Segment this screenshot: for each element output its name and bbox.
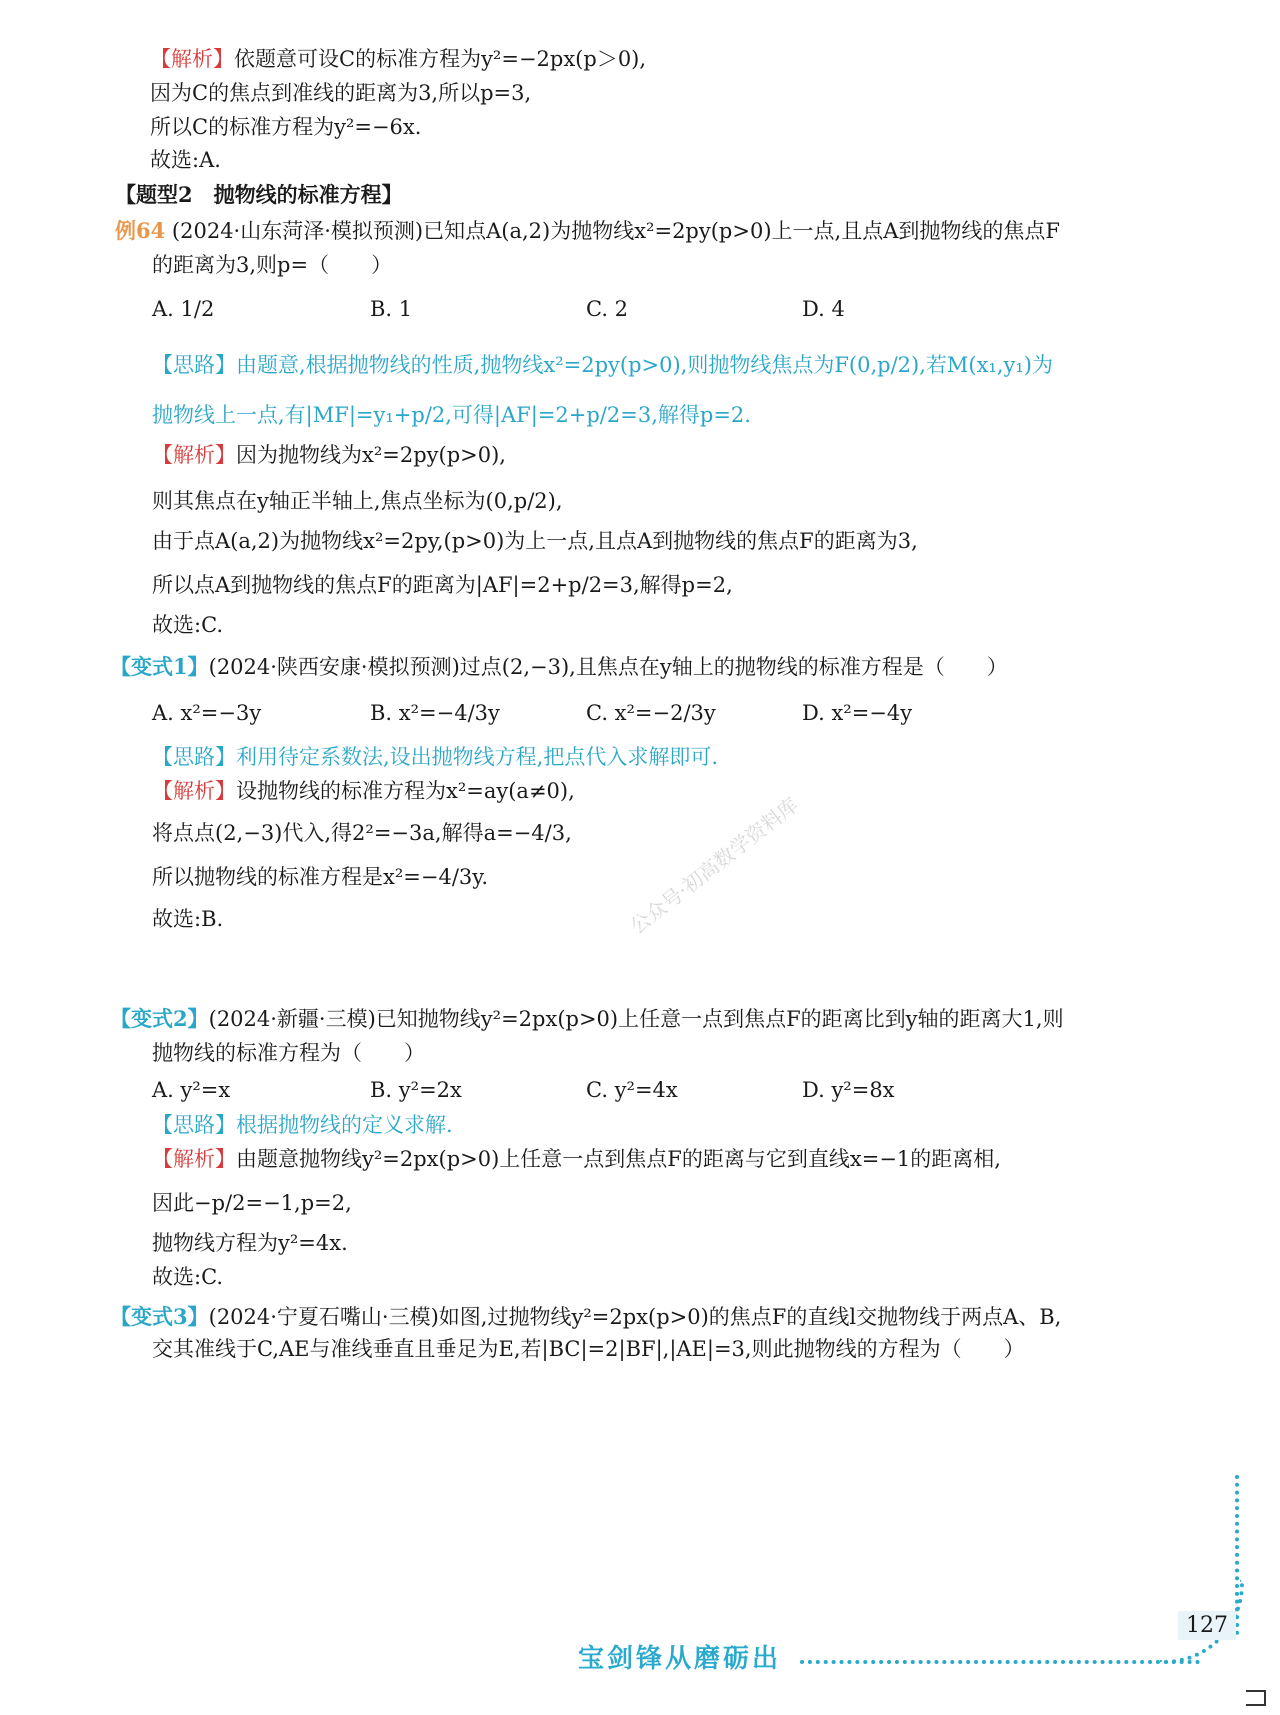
solution-tag: 【解析】 (152, 443, 236, 467)
option-c: C. x²=−2/3y (586, 701, 716, 725)
hint-text: 利用待定系数法,设出抛物线方程,把点代入求解即可. (236, 745, 719, 769)
question-text-cont: 交其准线于C,AE与准线垂直且垂足为E,若|BC|=2|BF|,|AE|=3,则此抛物线的方程为（ ） (152, 1337, 1025, 1361)
answer-line: 故选:A. (150, 148, 221, 172)
hint-tag: 【思路】 (152, 353, 236, 377)
option-b: B. x²=−4/3y (370, 701, 500, 725)
hint-line (152, 350, 1053, 380)
solution-line: 所以抛物线的标准方程是x²=−4/3y. (152, 865, 488, 889)
option-a: A. 1/2 (152, 297, 215, 321)
variant-question (110, 1004, 1064, 1034)
footer-slogan: 宝剑锋从磨砺出 (578, 1644, 782, 1674)
question-text-cont: 抛物线的标准方程为（ ） (152, 1041, 425, 1065)
answer-line: 故选:B. (152, 907, 224, 931)
variant-label: 【变式1】 (110, 654, 209, 679)
option-c: C. 2 (586, 297, 629, 321)
solution-line: 则其焦点在y轴正半轴上,焦点坐标为(0,p/2), (152, 489, 563, 513)
solution-text: 设抛物线的标准方程为x²=ay(a≠0), (236, 779, 575, 803)
question-text: (2024·宁夏石嘴山·三模)如图,过抛物线y²=2px(p>0)的焦点F的直线l交抛物线于两点A、B, (208, 1305, 1062, 1329)
hint-tag: 【思路】 (152, 1113, 236, 1137)
solution-line: 所以C的标准方程为y²=−6x. (150, 115, 422, 139)
solution-line: 抛物线方程为y²=4x. (152, 1231, 348, 1255)
solution-line (150, 44, 646, 74)
solution-line: 将点点(2,−3)代入,得2²=−3a,解得a=−4/3, (152, 821, 572, 845)
solution-line: 由于点A(a,2)为抛物线x²=2py,(p>0)为上一点,且点A到抛物线的焦点F的距离为3, (152, 529, 918, 553)
variant-label: 【变式2】 (110, 1006, 209, 1031)
solution-line (152, 1144, 1001, 1174)
hint-line (152, 742, 718, 772)
option-d: D. y²=8x (802, 1078, 895, 1102)
variant-question (110, 1302, 1061, 1332)
example-label: 例64 (115, 218, 166, 243)
hint-line: 抛物线上一点,有|MF|=y₁+p/2,可得|AF|=2+p/2=3,解得p=2. (152, 403, 751, 427)
solution-tag: 【解析】 (152, 779, 236, 803)
option-d: D. x²=−4y (802, 701, 913, 725)
option-a: A. y²=x (152, 1078, 231, 1102)
answer-line: 故选:C. (152, 1265, 224, 1289)
solution-text: 因为抛物线为x²=2py(p>0), (236, 443, 506, 467)
question-text: (2024·陕西安康·模拟预测)过点(2,−3),且焦点在y轴上的抛物线的标准方程是（ ） (208, 655, 1008, 679)
example-question (115, 216, 1060, 246)
hint-text: 根据抛物线的定义求解. (236, 1113, 453, 1137)
decor-dotted-line (800, 1660, 1200, 1664)
solution-tag: 【解析】 (152, 1147, 236, 1171)
answer-line: 故选:C. (152, 613, 224, 637)
question-text: (2024·山东菏泽·模拟预测)已知点A(a,2)为抛物线x²=2py(p>0)上一点,且点A到抛物线的焦点F (171, 219, 1060, 243)
variant-question (110, 652, 1008, 682)
hint-line (152, 1110, 453, 1140)
hint-text: 由题意,根据抛物线的性质,抛物线x²=2py(p>0),则抛物线焦点为F(0,p/2),若M(x₁,y₁)为 (236, 353, 1053, 377)
option-b: B. y²=2x (370, 1078, 462, 1102)
solution-text: 由题意抛物线y²=2px(p>0)上任意一点到焦点F的距离与它到直线x=−1的距离相, (236, 1147, 1001, 1171)
option-d: D. 4 (802, 297, 845, 321)
question-text-cont: 的距离为3,则p=（ ） (152, 253, 393, 277)
watermark: 公众号·初高数学资料库 (625, 792, 803, 939)
option-c: C. y²=4x (586, 1078, 678, 1102)
corner-mark (1246, 1690, 1266, 1706)
page-number: 127 (1178, 1611, 1236, 1640)
section-heading: 【题型2 抛物线的标准方程】 (115, 182, 403, 207)
hint-tag: 【思路】 (152, 745, 236, 769)
solution-line (152, 440, 506, 470)
solution-text: 依题意可设C的标准方程为y²=−2px(p＞0), (234, 47, 647, 71)
option-b: B. 1 (370, 297, 413, 321)
solution-line: 所以点A到抛物线的焦点F的距离为|AF|=2+p/2=3,解得p=2, (152, 573, 733, 597)
variant-label: 【变式3】 (110, 1304, 209, 1329)
solution-tag: 【解析】 (150, 47, 234, 71)
solution-line: 因此−p/2=−1,p=2, (152, 1191, 352, 1215)
solution-line: 因为C的焦点到准线的距离为3,所以p=3, (150, 81, 532, 105)
question-text: (2024·新疆·三模)已知抛物线y²=2px(p>0)上任意一点到焦点F的距离比到y轴的距离大1,则 (208, 1007, 1064, 1031)
option-a: A. x²=−3y (152, 701, 262, 725)
solution-line (152, 776, 575, 806)
